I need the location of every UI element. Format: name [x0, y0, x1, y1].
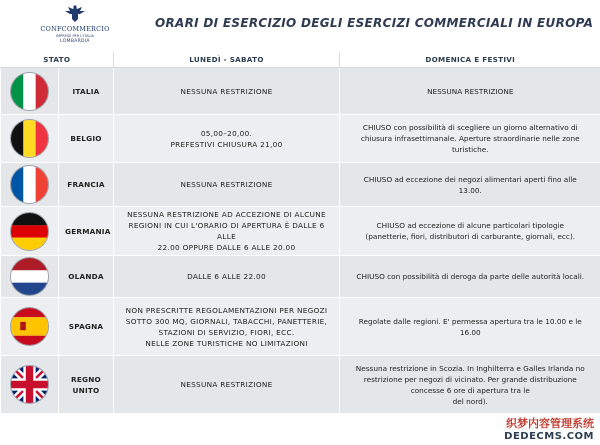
sunday-hours: [340, 115, 600, 163]
sunday-hours: [340, 68, 600, 115]
uk-flag-icon: [11, 366, 48, 403]
weekday-hours-line: 22.00 OPPURE DALLE 6 ALLE 20.00: [157, 243, 296, 252]
hours-table: [0, 52, 600, 414]
country-name: ITALIA: [59, 68, 114, 115]
watermark-line1: 织梦内容管理系统: [506, 417, 594, 430]
sunday-hours-line: concesse 6 ore di apertura tra le: [410, 385, 530, 395]
watermark: [504, 415, 594, 442]
country-name: REGNO UNITO: [59, 356, 114, 414]
weekday-hours: [114, 356, 340, 414]
sunday-hours-line: CHIUSO con possibilità di scegliere un giorno alternativo di: [362, 123, 578, 132]
confcommercio-logo: [38, 4, 112, 44]
flag-cell: [1, 207, 59, 256]
weekday-hours: [114, 298, 340, 356]
logo-text-region: LOMBARDIA: [60, 39, 90, 44]
italy-flag-icon: [11, 73, 48, 110]
flag-cell: [1, 115, 59, 163]
flag-cell: [1, 68, 59, 115]
weekday-hours-line: NESSUNA RESTRIZIONE: [180, 86, 273, 96]
table-row: [1, 68, 600, 115]
sunday-hours-line: NESSUNA RESTRIZIONE: [427, 86, 514, 96]
country-name: FRANCIA: [59, 163, 114, 207]
table-row: [1, 207, 600, 256]
sunday-hours-line: (panetterie, fiori, distributori di carburante, giornali, ecc).: [365, 232, 576, 241]
sunday-hours-line: CHIUSO con possibilità di deroga da parte delle autorità locali.: [356, 272, 585, 281]
france-flag-icon: [11, 166, 48, 203]
eagle-icon: [64, 4, 86, 24]
table-header-row: [1, 52, 600, 68]
sunday-hours-line: Regolate dalle regioni. E' permessa apertura tra le 10.00 e le: [358, 316, 582, 326]
germany-flag-icon: [11, 213, 48, 250]
sunday-hours-line: restrizione per negozi di vicinato. Per grande distribuzione: [363, 374, 577, 384]
netherlands-flag-icon: [11, 258, 48, 295]
flag-cell: [1, 256, 59, 298]
weekday-hours: [114, 207, 340, 256]
watermark-line2: DEDECMS.COM: [504, 431, 594, 442]
column-header-stato: STATO: [1, 52, 114, 68]
belgium-flag-icon: [11, 120, 48, 157]
weekday-hours-line: REGIONI IN CUI L'ORARIO DI APERTURA È DALLE 6 ALLE: [128, 221, 325, 241]
table-row: [1, 163, 600, 207]
weekday-hours-line: NESSUNA RESTRIZIONE: [180, 180, 273, 189]
weekday-hours-line: STAZIONI DI SERVIZIO, FIORI, ECC.: [158, 327, 295, 337]
column-header-sundays: DOMENICA E FESTIVI: [340, 52, 600, 68]
sunday-hours: [340, 298, 600, 356]
flag-cell: [1, 298, 59, 356]
weekday-hours-line: PREFESTIVI CHIUSURA 21,00: [170, 139, 283, 149]
sunday-hours: [340, 163, 600, 207]
sunday-hours-line: CHIUSO ad eccezione dei negozi alimentari aperti fino alle: [363, 174, 577, 184]
table-row: [1, 298, 600, 356]
weekday-hours-line: 05,00–20,00.: [200, 128, 253, 138]
country-name: OLANDA: [59, 256, 114, 298]
table-row: [1, 256, 600, 298]
weekday-hours-line: SOTTO 300 MQ, GIORNALI, TABACCHI, PANETTERIE,: [125, 316, 328, 326]
sunday-hours: [340, 256, 600, 298]
weekday-hours: [114, 115, 340, 163]
sunday-hours-line: del nord).: [452, 396, 488, 406]
country-name: SPAGNA: [59, 298, 114, 356]
weekday-hours: [114, 256, 340, 298]
sunday-hours: [340, 207, 600, 256]
country-name: BELGIO: [59, 115, 114, 163]
weekday-hours: [114, 163, 340, 207]
sunday-hours-line: 13.00.: [458, 185, 482, 195]
sunday-hours: [340, 356, 600, 414]
table-row: [1, 115, 600, 163]
logo-text-tagline: IMPRESE PER L'ITALIA: [56, 34, 94, 38]
page-header: [0, 0, 600, 52]
weekday-hours: [114, 68, 340, 115]
spain-flag-icon: [11, 308, 48, 345]
logo-text-main: CONFCOMMERCIO: [40, 25, 110, 33]
column-header-weekdays: LUNEDÌ - SABATO: [114, 52, 340, 68]
sunday-hours-line: Nessuna restrizione in Scozia. In Inghilterra e Galles Irlanda no: [355, 363, 585, 373]
sunday-hours-line: turistiche.: [451, 145, 489, 154]
page-title: ORARI DI ESERCIZIO DEGLI ESERCIZI COMMERCIALI IN EUROPA: [155, 16, 594, 30]
country-name: GERMANIA: [59, 207, 114, 256]
flag-cell: [1, 163, 59, 207]
weekday-hours-line: NON PRESCRITTE REGOLAMENTAZIONI PER NEGOZI: [125, 305, 328, 315]
sunday-hours-line: CHIUSO ad eccezione di alcune particolari tipologie: [376, 221, 564, 230]
weekday-hours-line: NESSUNA RESTRIZIONE AD ACCEZIONE DI ALCUNE: [127, 210, 326, 219]
table-row: [1, 356, 600, 414]
sunday-hours-line: 16.00: [459, 327, 481, 337]
sunday-hours-line: chiusura infrasettimanale. Aperture straordinarie nelle zone: [360, 134, 580, 143]
weekday-hours-line: NELLE ZONE TURISTICHE NO LIMITAZIONI: [145, 338, 308, 348]
weekday-hours-line: NESSUNA RESTRIZIONE: [180, 380, 273, 389]
flag-cell: [1, 356, 59, 414]
weekday-hours-line: DALLE 6 ALLE 22.00: [187, 272, 266, 281]
